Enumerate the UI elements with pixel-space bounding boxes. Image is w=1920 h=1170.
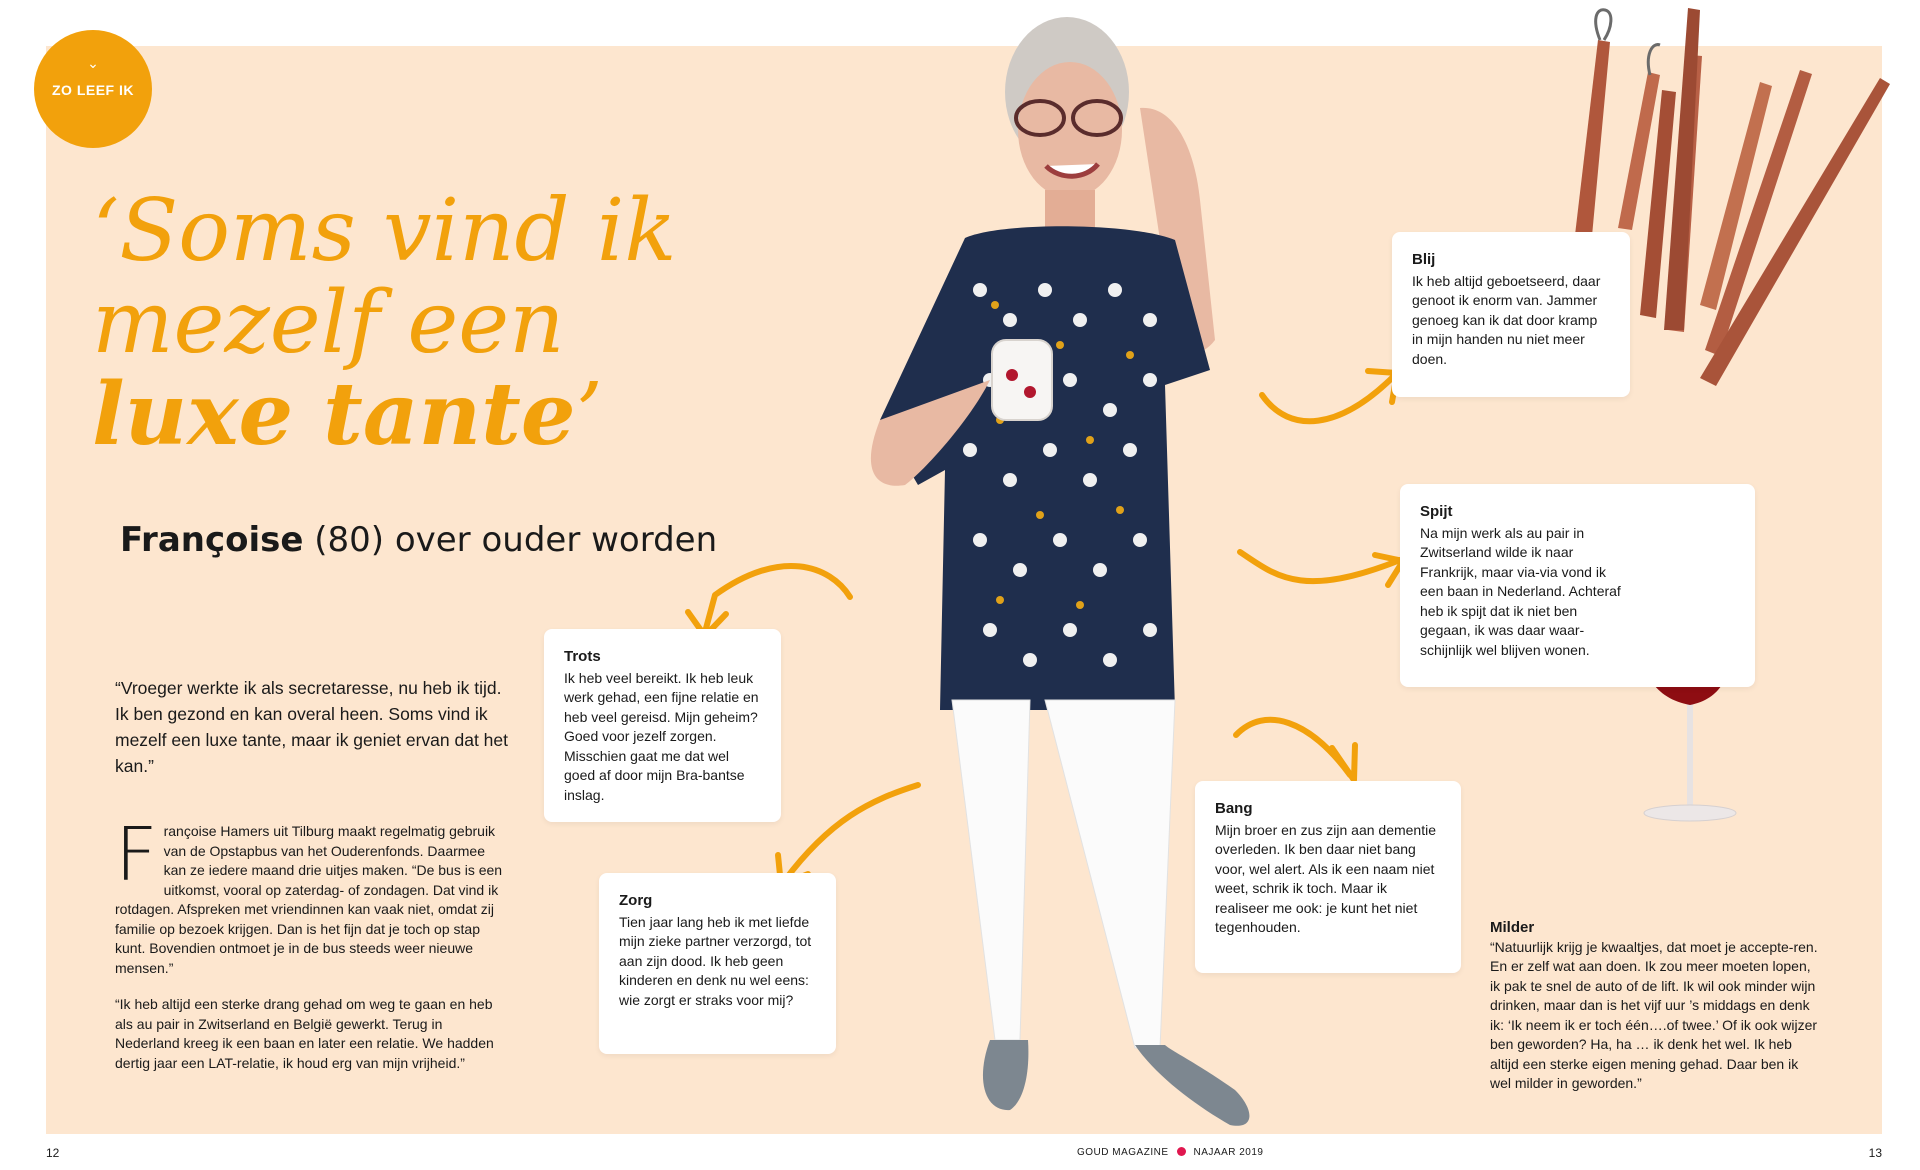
magazine-name: GOUD MAGAZINE: [1077, 1147, 1169, 1158]
section-badge-label: ZO LEEF IK: [52, 82, 134, 98]
footer-credit: [1077, 1147, 1264, 1158]
headline-line-2: mezelf een: [92, 273, 565, 373]
arrow-to-blij: [1262, 375, 1395, 421]
body-paragraph-2: “Ik heb altijd een sterke drang gehad om weg te gaan en heb als au pair in Zwitserland en België gewerkt. Terug in Nederland kreeg ik een baan en later een relatie. We hadden dertig jaar een LAT-relatie, ik houd erg van mijn vrijheid.”: [115, 996, 494, 1071]
dot-separator: [1177, 1147, 1186, 1156]
page-number-right: 13: [1868, 1146, 1882, 1160]
card-trots-title: Trots: [564, 648, 601, 665]
card-zorg: [599, 873, 836, 1054]
issue-label: NAJAAR 2019: [1193, 1147, 1264, 1158]
headline: [92, 181, 677, 465]
card-blij-text: Ik heb altijd geboetseerd, daar genoot ik enorm van. Jammer genoeg kan ik dat door kramp in mijn handen nu niet meer doen.: [1412, 272, 1601, 367]
card-spijt: [1400, 484, 1755, 687]
lead-quote: “Vroeger werkte ik als secretaresse, nu heb ik tijd. Ik ben gezond en kan overal heen. Soms vind ik mezelf een luxe tante, maar ik geniet ervan dat het kan.”: [115, 678, 509, 776]
page-number-left: 12: [46, 1146, 60, 1160]
card-bang-text: Mijn broer en zus zijn aan dementie overleden. Ik ben daar niet bang voor, wel alert. Als ik een naam niet weet, schrik ik toch. Maar ik realiseer me ook: je kunt het niet tegenhouden.: [1215, 821, 1437, 935]
subhead-name: Françoise: [120, 520, 304, 560]
milder-text: “Natuurlijk krijg je kwaaltjes, dat moet je accepte-ren. En er zelf wat aan doen. Ik zou meer moeten lopen, ik pak te snel de auto of de lift. Ik wil ook minder wijn drinken, maar dan is het vijf uur ’s middags en denk ik: ‘Ik neem ik er toch één….of twee.’ Of ik ook wijzer ben geworden? Ha, ha … ik denk het wel. Ik heb altijd een sterke eigen mening gehad. Daar ben ik wel milder in geworden.”: [1490, 938, 1818, 1091]
milder-section: [1490, 918, 1820, 1094]
card-trots-text: Ik heb veel bereikt. Ik heb leuk werk gehad, een fijne relatie en heb veel gereisd. Mijn geheim? Goed voor jezelf zorgen. Misschien gaat me dat wel goed af door mijn Bra-bantse inslag.: [564, 669, 759, 803]
section-badge: [34, 30, 152, 148]
milder-title: Milder: [1490, 919, 1535, 936]
card-zorg-text: Tien jaar lang heb ik met liefde mijn zieke partner verzorgd, tot aan zijn dood. Ik heb geen kinderen en denk nu wel eens: wie zorgt er straks voor mij?: [619, 913, 812, 1008]
card-bang-title: Bang: [1215, 800, 1253, 817]
headline-closing-quote: ’: [575, 365, 603, 465]
card-blij-title: Blij: [1412, 251, 1436, 268]
body-paragraph-1: [115, 812, 505, 978]
woman-portrait-image: [871, 17, 1250, 1126]
card-bang: [1195, 781, 1461, 973]
chevron-down-icon: ⌄: [87, 55, 99, 71]
card-trots: [544, 629, 781, 822]
drop-cap: F: [115, 812, 158, 898]
body-paragraph-1-text: rançoise Hamers uit Tilburg maakt regelmatig gebruik van de Opstapbus van het Ouderenfonds. Daarmee kan ze iedere maand drie uitjes maken. “De bus is een uitkomst, vooral op zaterdag- of zondagen. Dat vind ik rotdagen. Afspreken met vriendinnen kan vaak niet, omdat zij familie op bezoek krijgen. Dan is het fijn dat je toch op stap kunt. Bovendien ontmoet je in de bus steeds weer nieuwe mensen.”: [115, 823, 503, 976]
headline-line-1: ‘Soms vind ik: [92, 181, 677, 281]
card-spijt-text: Na mijn werk als au pair in Zwitserland wilde ik naar Frankrijk, maar via-via vond ik een baan in Nederland. Achteraf heb ik spijt dat ik niet ben gegaan, ik was daar waar-schijnlijk wel blijven wonen.: [1420, 524, 1621, 658]
card-blij: [1392, 232, 1630, 397]
card-spijt-title: Spijt: [1420, 503, 1453, 520]
subheadline: [120, 520, 717, 560]
card-zorg-title: Zorg: [619, 892, 653, 909]
subhead-rest: (80) over ouder worden: [303, 520, 718, 560]
headline-line-3: luxe tante: [92, 364, 576, 465]
